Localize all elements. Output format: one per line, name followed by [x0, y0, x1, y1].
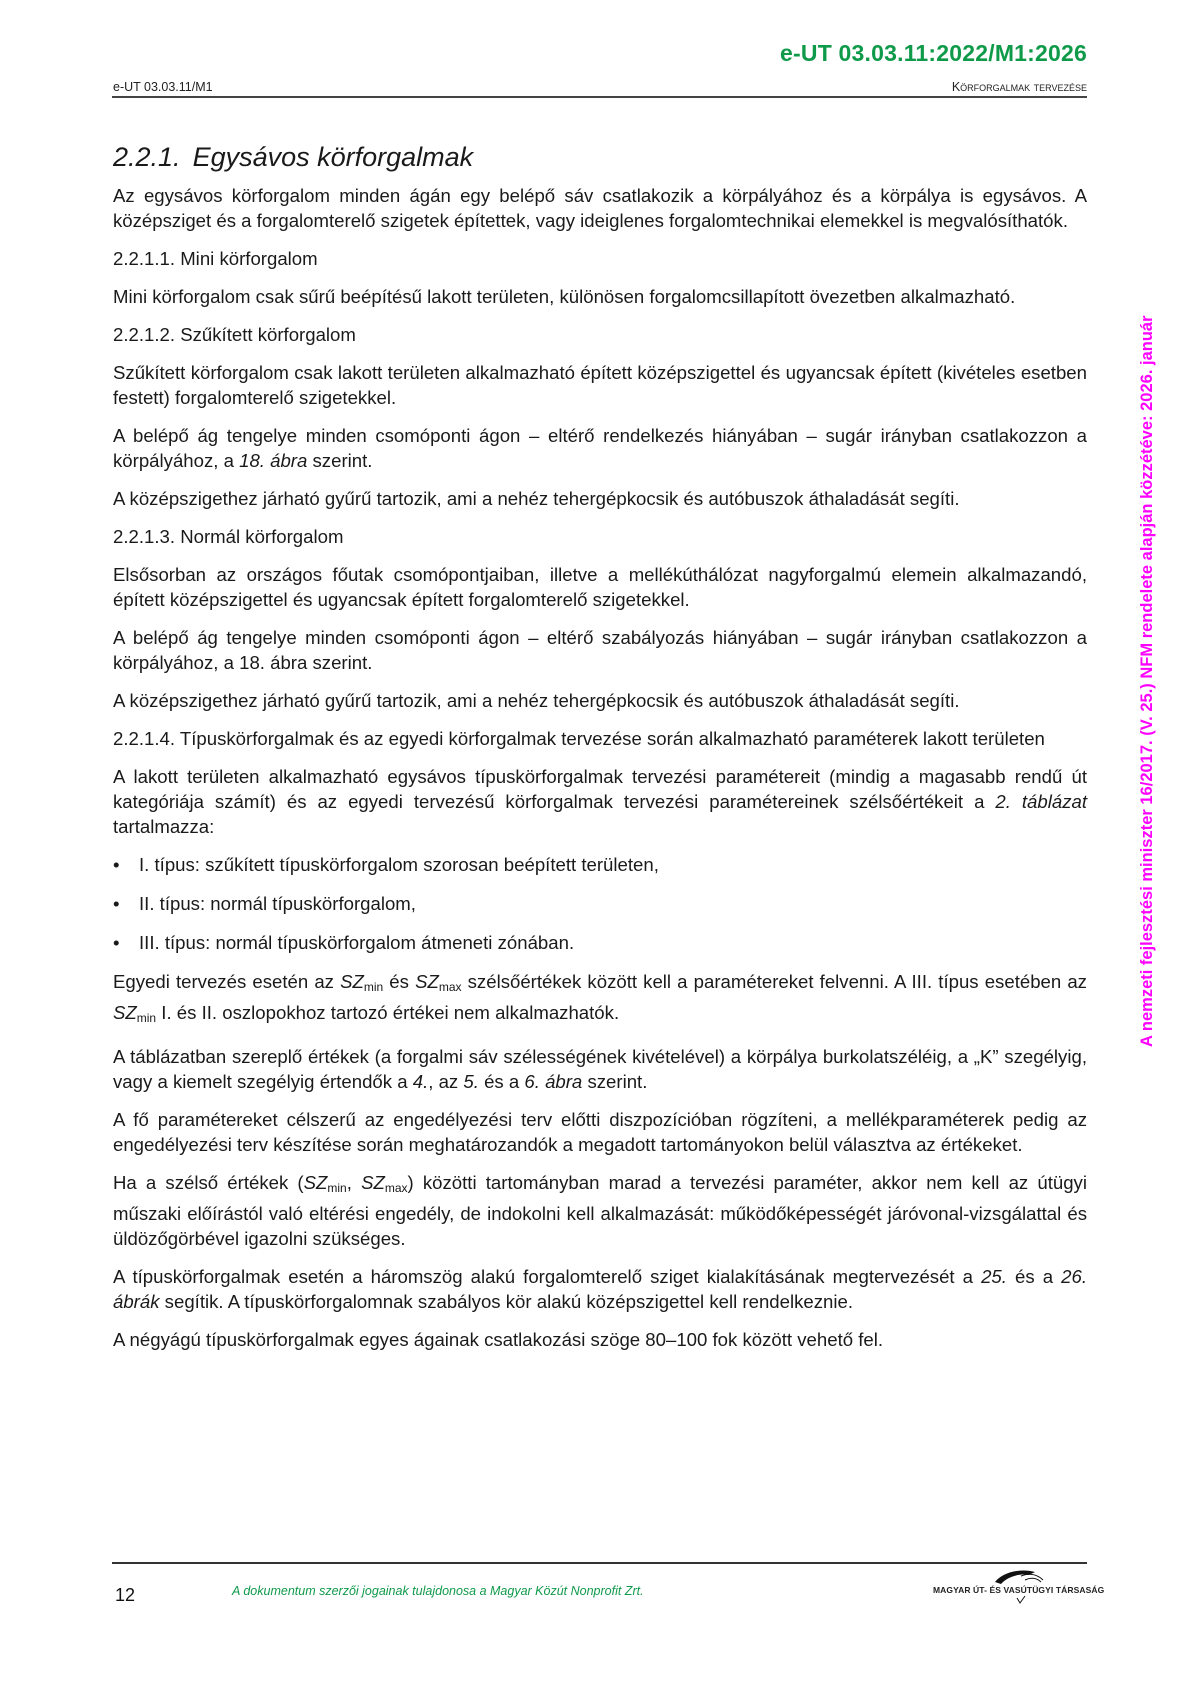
text-run: A belépő ág tengelye minden csomóponti ágon – eltérő rendelkezés hiányában – sugár irányban csatlakozzon a körpályához, a — [113, 425, 1087, 471]
paragraph-szukitett-2 — [113, 423, 1087, 473]
section-number: 2.2.1. — [113, 142, 181, 172]
text-run: , az — [428, 1071, 464, 1092]
paragraph-normal-2: A belépő ág tengelye minden csomóponti ágon – eltérő szabályozás hiányában – sugár irányban csatlakozzon a körpályához, a 18. ábra szerint. — [113, 627, 1087, 673]
page-content — [113, 140, 1087, 1365]
footer-copyright: A dokumentum szerzői jogainak tulajdonosa a Magyar Közút Nonprofit Zrt. — [232, 1584, 644, 1598]
text-run: tartalmazza: — [113, 816, 215, 837]
publisher-logo — [925, 1568, 1105, 1604]
subscript-min: min — [136, 1011, 157, 1025]
paragraph-szukitett-3: A középszigethez járható gyűrű tartozik, ami a nehéz tehergépkocsik és autóbuszok áthaladását segíti. — [113, 488, 960, 509]
paragraph-tipus-6 — [113, 1264, 1087, 1314]
header-chapter-title: Körforgalmak tervezése — [951, 80, 1087, 94]
document-code: e-UT 03.03.11:2022/M1:2026 — [780, 40, 1087, 66]
figure-reference: 26. ábrák — [113, 1266, 1087, 1312]
subscript-max: max — [438, 980, 462, 994]
sz-symbol: SZ — [415, 971, 439, 992]
text-run: Egyedi tervezés esetén az — [113, 971, 341, 992]
paragraph-tipus-2 — [113, 969, 1087, 1031]
text-run: szélsőértékek között kell a paramétereket felvenni. A III. típus esetében az — [461, 971, 1087, 992]
sz-symbol: SZ — [361, 1172, 385, 1193]
text-run: ) közötti tartományban marad a tervezési paraméter, akkor nem kell az útügyi műszaki előírástól való eltérési engedély, de indokolni kell alkalmazását: működőképességét járóvonal-vizsgálattal és üldözőgörbével igazolni szükséges. — [113, 1172, 1087, 1249]
paragraph-szukitett-1: Szűkített körforgalom csak lakott területen alkalmazható épített középszigettel és ugyancsak épített (kivételes esetben festett) forgalomterelő szigetekkel. — [113, 362, 1087, 408]
text-run: Ha a szélső értékek ( — [113, 1172, 304, 1193]
paragraph-intro: Az egysávos körforgalom minden ágán egy belépő sáv csatlakozik a körpályához és a körpálya is egysávos. A középsziget és a forgalomterelő szigetek építettek, vagy ideiglenes forgalomtechnikai elemekkel is megvalósíthatók. — [113, 185, 1087, 231]
text-run: szerint. — [307, 450, 373, 471]
text-run: és — [383, 971, 416, 992]
header-divider — [112, 96, 1087, 98]
text-run: és a — [478, 1071, 525, 1092]
figure-reference: 18. ábra — [239, 450, 308, 471]
section-title: Egysávos körforgalmak — [192, 142, 474, 172]
subscript-max: max — [384, 1181, 408, 1195]
figure-reference: 6. ábra — [524, 1071, 583, 1092]
list-item: • III. típus: normál típuskörforgalom átmeneti zónában. — [113, 930, 1087, 955]
figure-reference: 25. — [981, 1266, 1007, 1287]
subscript-min: min — [327, 1181, 347, 1195]
text-run: A lakott területen alkalmazható egysávos típuskörforgalmak tervezési paramétereit (mindig a magasabb rendű út kategóriája számít) és az egyedi tervezésű körforgalmak tervezési paramétereinek szélsőértékeit a — [113, 766, 1087, 812]
text-run: segítik. A típuskörforgalomnak szabályos kör alakú középszigettel kell rendelkeznie. — [159, 1291, 854, 1312]
subsection-heading-normal: 2.2.1.3. Normál körforgalom — [113, 526, 344, 547]
paragraph-tipus-1 — [113, 764, 1087, 839]
text-run: A táblázatban szereplő értékek (a forgalmi sáv szélességének kivételével) a körpálya burkolatszéléig, a „K” szegélyig, vagy a kiemelt szegélyig értendők a — [113, 1046, 1087, 1092]
sz-symbol: SZ — [113, 1002, 137, 1023]
table-reference: 2. táblázat — [995, 791, 1088, 812]
header-standard-id: e-UT 03.03.11/M1 — [113, 80, 213, 94]
paragraph-normal-1: Elsősorban az országos főutak csomópontjaiban, illetve a mellékúthálózat nagyforgalmú elemein alkalmazandó, épített középszigettel és ugyancsak épített forgalomterelő szigetekkel. — [113, 564, 1087, 610]
logo-text: MAGYAR ÚT- ÉS VASÚTÜGYI TÁRSASÁG — [933, 1585, 1105, 1595]
sz-symbol: SZ — [340, 971, 364, 992]
figure-reference: 5. — [463, 1071, 479, 1092]
text-run: , — [346, 1172, 362, 1193]
text-run: szerint. — [582, 1071, 648, 1092]
text-run: és a — [1006, 1266, 1062, 1287]
paragraph-normal-3: A középszigethez járható gyűrű tartozik, ami a nehéz tehergépkocsik és autóbuszok áthaladását segíti. — [113, 690, 960, 711]
paragraph-tipus-5 — [113, 1170, 1087, 1251]
paragraph-tipus-3 — [113, 1044, 1087, 1094]
text-run: A típuskörforgalmak esetén a háromszög alakú forgalomterelő sziget kialakításának megtervezését a — [113, 1266, 982, 1287]
footer-divider — [112, 1562, 1087, 1564]
type-list — [113, 852, 1087, 955]
sz-symbol: SZ — [303, 1172, 328, 1193]
subsection-heading-szukitett: 2.2.1.2. Szűkített körforgalom — [113, 324, 356, 345]
subscript-min: min — [363, 980, 384, 994]
paragraph-tipus-7: A négyágú típuskörforgalmak egyes ágainak csatlakozási szöge 80–100 fok között vehető fel. — [113, 1329, 884, 1350]
subsection-heading-mini: 2.2.1.1. Mini körforgalom — [113, 248, 318, 269]
list-item: • II. típus: normál típuskörforgalom, — [113, 891, 1087, 916]
list-item: • I. típus: szűkített típuskörforgalom szorosan beépített területen, — [113, 852, 1087, 877]
text-run: I. és II. oszlopokhoz tartozó értékei nem alkalmazhatók. — [156, 1002, 620, 1023]
paragraph-tipus-4: A fő paramétereket célszerű az engedélyezési terv előtti diszpozícióban rögzíteni, a mellékparaméterek pedig az engedélyezési terv készítése során meghatározandók a megadott tartományokon belül választva az értékeket. — [113, 1109, 1087, 1155]
figure-reference: 4. — [412, 1071, 429, 1092]
paragraph-mini: Mini körforgalom csak sűrű beépítésű lakott területen, különösen forgalomcsillapított övezetben alkalmazható. — [113, 286, 1016, 307]
publication-side-note: A nemzeti fejlesztési miniszter 16/2017. (V. 25.) NFM rendelete alapján közzétéve: 2026. január — [1138, 315, 1156, 1047]
section-heading — [113, 140, 1087, 174]
page-number: 12 — [115, 1585, 136, 1605]
subsection-heading-tipus: 2.2.1.4. Típuskörforgalmak és az egyedi körforgalmak tervezése során alkalmazható paraméterek lakott területen — [113, 728, 1045, 749]
